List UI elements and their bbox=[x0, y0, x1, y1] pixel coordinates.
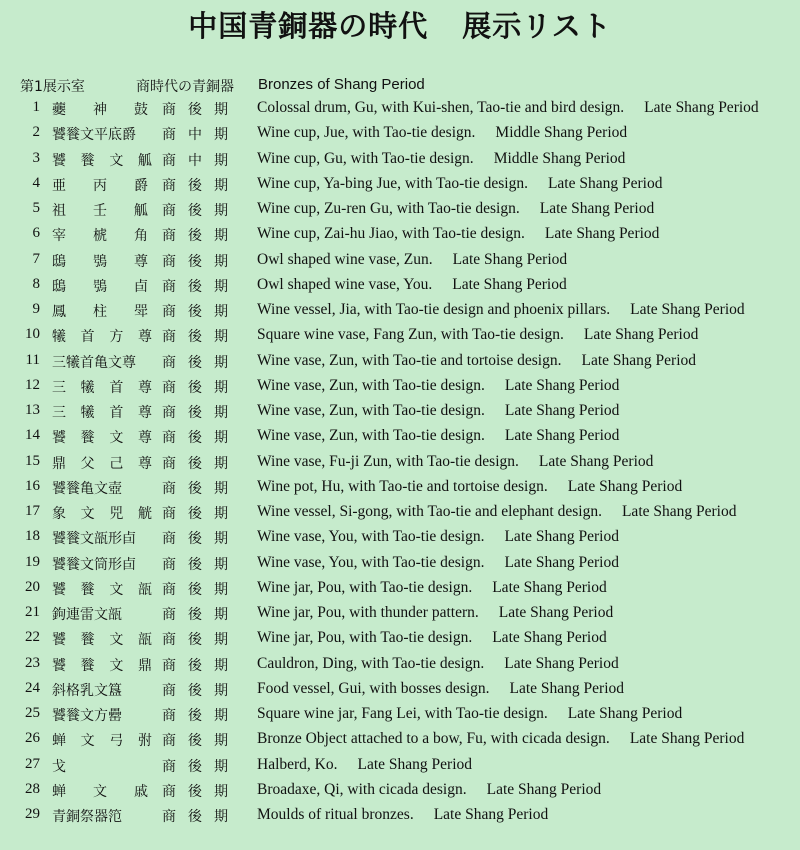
item-description-text: Square wine vase, Fang Zun, with Tao-tie design. bbox=[257, 326, 564, 344]
item-era-jp: 商 後 期 bbox=[162, 708, 228, 724]
item-description-text: Wine vase, You, with Tao-tie design. bbox=[257, 528, 485, 546]
list-item bbox=[0, 551, 800, 576]
item-era-jp: 商 後 期 bbox=[162, 682, 228, 699]
item-description bbox=[257, 705, 682, 723]
item-name-jp: 鼎 父 己 尊 bbox=[52, 455, 152, 472]
item-era-jp: 商 後 期 bbox=[162, 405, 228, 421]
item-description-text: Owl shaped wine vase, Zun. bbox=[257, 250, 433, 268]
item-description bbox=[257, 402, 619, 420]
item-description-text: Halberd, Ko. bbox=[257, 755, 338, 773]
item-description bbox=[257, 579, 607, 597]
item-name-jp: 饕餮文方罍 bbox=[52, 708, 122, 724]
item-number: 18 bbox=[25, 528, 40, 545]
item-era-jp: 商 後 期 bbox=[162, 556, 228, 573]
item-description-text: Wine vase, Zun, with Tao-tie design. bbox=[257, 376, 485, 394]
item-period: Late Shang Period bbox=[504, 654, 619, 672]
list-item bbox=[0, 727, 800, 752]
item-description bbox=[257, 453, 653, 471]
list-item bbox=[0, 273, 800, 298]
item-period: Late Shang Period bbox=[547, 174, 663, 192]
item-description bbox=[257, 528, 619, 546]
item-era-jp: 商 後 期 bbox=[162, 758, 228, 775]
list-header bbox=[0, 72, 800, 96]
item-description-text: Wine jar, Pou, with thunder pattern. bbox=[257, 604, 479, 621]
item-name-jp: 饕餮亀文壺 bbox=[52, 480, 122, 497]
item-number: 17 bbox=[25, 503, 40, 519]
item-description bbox=[257, 150, 625, 168]
item-description bbox=[257, 781, 601, 799]
list-item bbox=[0, 399, 800, 424]
item-name-jp: 鉤連雷文瓿 bbox=[52, 607, 122, 623]
item-era-jp: 商 中 期 bbox=[162, 152, 228, 169]
item-period: Middle Shang Period bbox=[493, 149, 626, 167]
item-period: Middle Shang Period bbox=[495, 124, 628, 142]
item-description bbox=[257, 175, 662, 193]
item-description-text: Cauldron, Ding, with Tao-tie design. bbox=[257, 654, 485, 672]
list-item bbox=[0, 753, 800, 778]
item-description bbox=[257, 604, 613, 622]
item-number: 7 bbox=[32, 250, 40, 267]
item-period: Late Shang Period bbox=[492, 629, 607, 647]
item-description-text: Broadaxe, Qi, with cicada design. bbox=[257, 780, 467, 798]
item-era-jp: 商 後 期 bbox=[162, 506, 228, 522]
item-era-jp: 商 後 期 bbox=[162, 455, 228, 472]
item-description bbox=[257, 200, 654, 218]
item-name-jp: 饕 餮 文 觚 bbox=[52, 152, 152, 169]
item-number: 13 bbox=[25, 402, 40, 418]
item-name-jp: 祖 壬 觚 bbox=[52, 203, 148, 219]
item-era-jp: 商 後 期 bbox=[162, 480, 228, 497]
item-description-text: Square wine jar, Fang Lei, with Tao-tie design. bbox=[257, 705, 548, 722]
item-era-jp: 商 後 期 bbox=[162, 733, 228, 750]
list-item bbox=[0, 222, 800, 247]
item-name-jp: 鴟 鴞 尊 bbox=[52, 253, 148, 270]
item-period: Late Shang Period bbox=[567, 477, 683, 495]
item-description-text: Wine jar, Pou, with Tao-tie design. bbox=[257, 629, 473, 647]
item-description bbox=[257, 806, 548, 824]
item-name-jp: 鴟 鴞 卣 bbox=[52, 278, 148, 295]
list-item bbox=[0, 652, 800, 677]
item-description bbox=[257, 352, 696, 370]
list-item bbox=[0, 500, 800, 525]
list-item bbox=[0, 248, 800, 273]
item-period: Late Shang Period bbox=[644, 99, 759, 116]
item-number: 21 bbox=[25, 604, 40, 620]
list-item bbox=[0, 323, 800, 348]
item-era-jp: 商 後 期 bbox=[162, 783, 228, 800]
item-number: 20 bbox=[25, 578, 40, 595]
item-description bbox=[257, 629, 607, 647]
exhibit-list bbox=[0, 96, 800, 828]
list-item bbox=[0, 778, 800, 803]
item-number: 15 bbox=[25, 452, 40, 469]
list-item bbox=[0, 298, 800, 323]
item-description-text: Wine vessel, Si-gong, with Tao-tie and elephant design. bbox=[257, 503, 602, 520]
title-subtitle: 展示リスト bbox=[462, 9, 612, 43]
item-period: Late Shang Period bbox=[581, 351, 697, 369]
item-description-text: Wine vase, You, with Tao-tie design. bbox=[257, 553, 485, 571]
item-era-jp: 商 後 期 bbox=[162, 278, 228, 295]
item-number: 25 bbox=[25, 705, 40, 721]
item-era-jp: 商 後 期 bbox=[162, 657, 228, 674]
list-item bbox=[0, 702, 800, 727]
item-description-text: Wine cup, Zai-hu Jiao, with Tao-tie design. bbox=[257, 225, 525, 243]
item-era-jp: 商 後 期 bbox=[162, 253, 228, 270]
item-name-jp: 斜格乳文簋 bbox=[52, 682, 122, 699]
item-name-jp: 戈 bbox=[52, 758, 66, 775]
list-item bbox=[0, 803, 800, 828]
item-era-jp: 商 後 期 bbox=[162, 354, 228, 371]
period-label-jp: 商時代の青銅器 bbox=[136, 79, 234, 95]
list-item bbox=[0, 121, 800, 146]
item-era-jp: 商 後 期 bbox=[162, 809, 228, 825]
item-description bbox=[257, 655, 619, 673]
item-name-jp: 饕 餮 文 尊 bbox=[52, 430, 152, 447]
item-number: 1 bbox=[32, 99, 40, 115]
item-description bbox=[257, 554, 619, 572]
item-description bbox=[257, 251, 567, 269]
item-number: 11 bbox=[25, 351, 40, 368]
item-description-text: Wine vase, Zun, with Tao-tie and tortoise design. bbox=[257, 351, 562, 369]
item-number: 12 bbox=[25, 376, 40, 393]
item-period: Late Shang Period bbox=[452, 250, 568, 268]
item-description bbox=[257, 503, 736, 521]
item-number: 8 bbox=[32, 275, 40, 292]
item-era-jp: 商 後 期 bbox=[162, 379, 228, 396]
item-number: 16 bbox=[25, 477, 40, 494]
list-item bbox=[0, 450, 800, 475]
list-item bbox=[0, 349, 800, 374]
item-description-text: Wine cup, Ya-bing Jue, with Tao-tie design. bbox=[257, 174, 528, 192]
item-description bbox=[257, 99, 759, 117]
item-era-jp: 商 後 期 bbox=[162, 228, 228, 245]
item-period: Late Shang Period bbox=[509, 679, 625, 697]
item-name-jp: 饕 餮 文 瓿 bbox=[52, 632, 152, 649]
item-period: Late Shang Period bbox=[498, 604, 614, 621]
item-name-jp: 饕餮文筒形卣 bbox=[52, 556, 136, 573]
list-item bbox=[0, 197, 800, 222]
item-period: Late Shang Period bbox=[629, 730, 745, 748]
item-description-text: Wine cup, Jue, with Tao-tie design. bbox=[257, 124, 476, 142]
list-item bbox=[0, 96, 800, 121]
item-number: 26 bbox=[25, 730, 40, 747]
item-name-jp: 饕餮文瓿形卣 bbox=[52, 531, 136, 548]
item-name-jp: 鳳 柱 斝 bbox=[52, 304, 148, 320]
item-name-jp: 饕 餮 文 鼎 bbox=[52, 657, 152, 674]
item-era-jp: 商 後 期 bbox=[162, 581, 228, 598]
item-number: 24 bbox=[25, 679, 40, 696]
title-main: 中国青銅器の時代 bbox=[188, 9, 429, 43]
item-name-jp: 三 犧 首 尊 bbox=[52, 405, 152, 421]
item-description bbox=[257, 124, 627, 142]
item-description-text: Wine cup, Zu-ren Gu, with Tao-tie design. bbox=[257, 200, 520, 217]
item-period: Late Shang Period bbox=[621, 503, 737, 520]
item-description-text: Wine pot, Hu, with Tao-tie and tortoise design. bbox=[257, 477, 548, 495]
item-period: Late Shang Period bbox=[486, 780, 602, 798]
item-period: Late Shang Period bbox=[567, 705, 683, 722]
list-item bbox=[0, 677, 800, 702]
item-number: 4 bbox=[32, 174, 40, 191]
item-description bbox=[257, 680, 624, 698]
item-name-jp: 宰 椃 角 bbox=[52, 228, 148, 245]
item-number: 14 bbox=[25, 427, 40, 444]
item-description-text: Owl shaped wine vase, You. bbox=[257, 275, 433, 293]
item-period: Late Shang Period bbox=[583, 326, 699, 344]
item-period: Late Shang Period bbox=[504, 376, 620, 394]
item-description-text: Wine vase, Zun, with Tao-tie design. bbox=[257, 402, 485, 419]
item-description bbox=[257, 326, 698, 344]
item-era-jp: 商 後 期 bbox=[162, 430, 228, 447]
item-number: 29 bbox=[25, 806, 40, 822]
list-item bbox=[0, 424, 800, 449]
item-description bbox=[257, 301, 745, 319]
item-description bbox=[257, 730, 744, 748]
item-number: 3 bbox=[32, 149, 40, 166]
item-description bbox=[257, 276, 567, 294]
item-description bbox=[257, 225, 659, 243]
item-description-text: Wine vase, Zun, with Tao-tie design. bbox=[257, 427, 485, 445]
item-number: 27 bbox=[25, 755, 40, 772]
item-period: Late Shang Period bbox=[539, 200, 655, 217]
item-period: Late Shang Period bbox=[452, 275, 567, 293]
period-label-en: Bronzes of Shang Period bbox=[258, 76, 425, 93]
item-era-jp: 商 後 期 bbox=[162, 329, 228, 346]
item-description-text: Wine vessel, Jia, with Tao-tie design and phoenix pillars. bbox=[257, 301, 611, 318]
item-era-jp: 商 後 期 bbox=[162, 607, 228, 623]
item-name-jp: 饕餮文平底爵 bbox=[52, 127, 136, 144]
item-description-text: Wine vase, Fu-ji Zun, with Tao-tie design. bbox=[257, 452, 519, 470]
list-item bbox=[0, 475, 800, 500]
item-description bbox=[257, 427, 619, 445]
list-item bbox=[0, 374, 800, 399]
item-period: Late Shang Period bbox=[504, 528, 619, 546]
item-number: 22 bbox=[25, 629, 40, 646]
item-period: Late Shang Period bbox=[544, 225, 660, 243]
item-era-jp: 商 後 期 bbox=[162, 632, 228, 649]
item-name-jp: 饕 餮 文 瓿 bbox=[52, 581, 152, 598]
item-period: Late Shang Period bbox=[504, 427, 620, 445]
item-era-jp: 商 後 期 bbox=[162, 531, 228, 548]
item-period: Late Shang Period bbox=[630, 301, 745, 318]
item-period: Late Shang Period bbox=[433, 806, 549, 823]
page-title bbox=[0, 4, 800, 45]
list-item bbox=[0, 576, 800, 601]
item-description-text: Wine cup, Gu, with Tao-tie design. bbox=[257, 149, 474, 167]
item-name-jp: 三犧首亀文尊 bbox=[52, 354, 136, 371]
list-item bbox=[0, 147, 800, 172]
item-number: 9 bbox=[32, 301, 40, 317]
item-period: Late Shang Period bbox=[504, 553, 619, 571]
item-description-text: Wine jar, Pou, with Tao-tie design. bbox=[257, 578, 473, 596]
item-name-jp: 象 文 兕 觥 bbox=[52, 506, 152, 522]
list-item bbox=[0, 172, 800, 197]
list-item bbox=[0, 525, 800, 550]
item-era-jp: 商 中 期 bbox=[162, 127, 228, 144]
item-number: 2 bbox=[32, 124, 40, 141]
item-era-jp: 商 後 期 bbox=[162, 203, 228, 219]
item-period: Late Shang Period bbox=[357, 755, 473, 773]
item-name-jp: 三 犧 首 尊 bbox=[52, 379, 152, 396]
item-description bbox=[257, 478, 682, 496]
list-item bbox=[0, 601, 800, 626]
item-number: 23 bbox=[25, 654, 40, 671]
item-name-jp: 亜 丙 爵 bbox=[52, 177, 148, 194]
item-name-jp: 蝉 文 弓 弣 bbox=[52, 733, 152, 750]
item-period: Late Shang Period bbox=[492, 578, 607, 596]
item-description-text: Colossal drum, Gu, with Kui-shen, Tao-tie and bird design. bbox=[257, 99, 625, 116]
item-number: 6 bbox=[32, 225, 40, 242]
item-period: Late Shang Period bbox=[504, 402, 620, 419]
item-period: Late Shang Period bbox=[538, 452, 654, 470]
item-name-jp: 青銅祭器笵 bbox=[52, 809, 122, 825]
room-label: 第1展示室 bbox=[20, 79, 85, 95]
item-number: 5 bbox=[32, 200, 40, 216]
item-name-jp: 犧 首 方 尊 bbox=[52, 329, 152, 346]
item-number: 19 bbox=[25, 553, 40, 570]
list-item bbox=[0, 626, 800, 651]
item-description bbox=[257, 377, 619, 395]
item-era-jp: 商 後 期 bbox=[162, 177, 228, 194]
item-description-text: Bronze Object attached to a bow, Fu, with cicada design. bbox=[257, 730, 610, 748]
item-description bbox=[257, 756, 472, 774]
item-name-jp: 蝉 文 戚 bbox=[52, 783, 148, 800]
item-description-text: Moulds of ritual bronzes. bbox=[257, 806, 414, 823]
item-number: 10 bbox=[25, 326, 40, 343]
item-name-jp: 虁 神 鼓 bbox=[52, 102, 148, 118]
item-description-text: Food vessel, Gui, with bosses design. bbox=[257, 679, 490, 697]
item-era-jp: 商 後 期 bbox=[162, 102, 228, 118]
item-era-jp: 商 後 期 bbox=[162, 304, 228, 320]
item-number: 28 bbox=[25, 780, 40, 797]
